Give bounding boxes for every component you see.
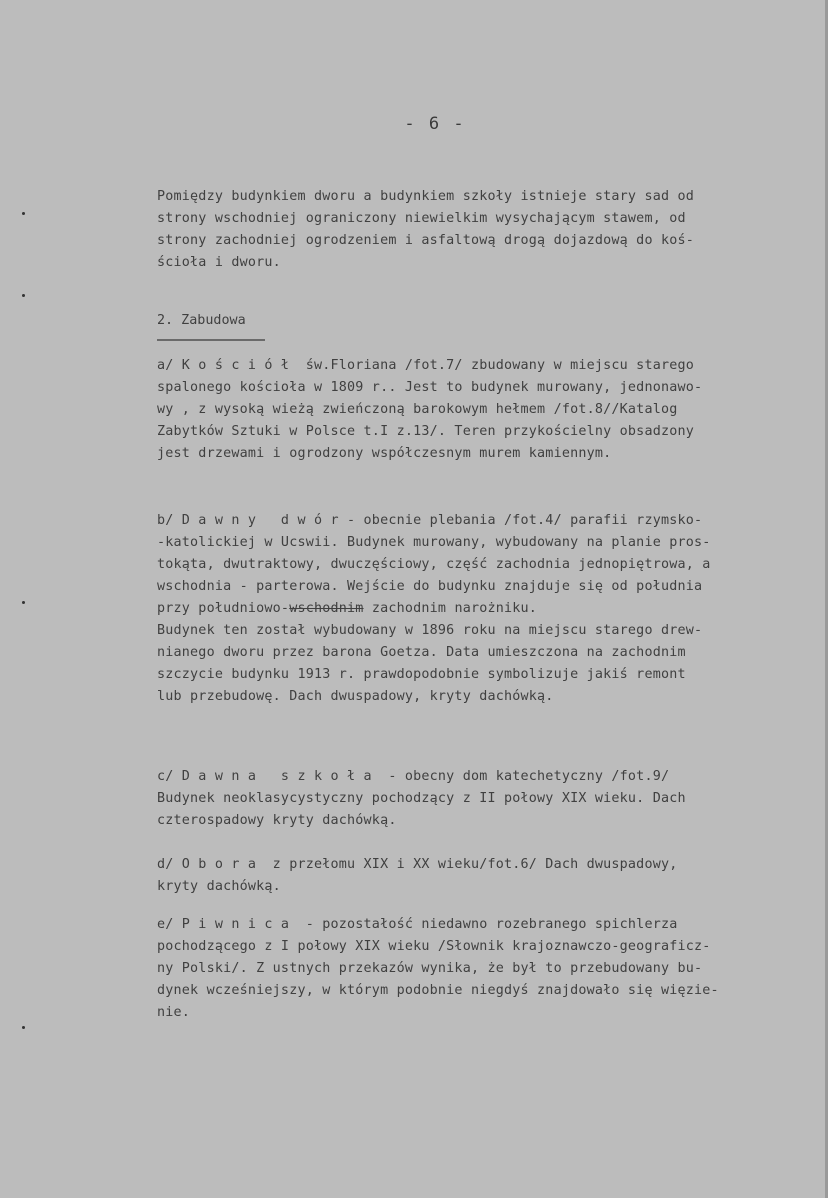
item-e-cellar: e/ P i w n i c a - pozostałość niedawno rozebranego spichlerza pochodzącego z I połowy XIX wieku /Słownik krajoznawczo-geograficz- ny Polski/. Z ustnych przekazów wynika, że był to przebudowany bu- dynek wcześniejszy, w którym podobnie niegdyś znajdowało się więzie- nie. (157, 917, 719, 1020)
margin-mark (22, 601, 25, 604)
margin-mark (22, 1026, 25, 1029)
item-b-manor (157, 510, 807, 708)
item-c-school: c/ D a w n a s z k o ł a - obecny dom katechetyczny /fot.9/ Budynek neoklasycystyczny pochodzący z II połowy XIX wieku. Dach czterospadowy kryty dachówką. (157, 769, 686, 828)
paragraph-intro: Pomiędzy budynkiem dworu a budynkiem szkoły istnieje stary sad od strony wschodniej ograniczony niewielkim wysychającym stawem, od strony zachodniej ogrodzeniem i asfaltową drogą dojazdową do koś- ścioła i dworu. (157, 189, 695, 270)
item-a-church: a/ K o ś c i ó ł św.Floriana /fot.7/ zbudowany w miejscu starego spalonego kościoła w 1809 r.. Jest to budynek murowany, jednonawo- wy , z wysoką wieżą zwieńczoną barokowym hełmem /fot.8//Katalog Zabytków Sztuki w Polsce t.I z.13/. Teren przykościelny obsadzony jest drzewami i ogrodzony współczesnym murem kamiennym. (157, 358, 703, 461)
page-number: - 6 - (404, 114, 466, 134)
item-b-struck-word: wschodnim (289, 601, 364, 616)
margin-mark (22, 294, 25, 297)
heading-underline (157, 339, 265, 341)
item-d-barn: d/ O b o r a z przełomu XIX i XX wieku/fot.6/ Dach dwuspadowy, kryty dachówką. (157, 857, 678, 894)
section-heading: 2. Zabudowa (157, 313, 246, 328)
item-b-text-2: zachodnim narożniku. Budynek ten został wybudowany w 1896 roku na miejscu starego drew- nianego dworu przez barona Goetza. Data umieszczona na zachodnim szczycie budynku 1913 r. prawdopodobnie symbolizuje jakiś remont lub przebudowę. Dach dwuspadowy, kryty dachówką. (157, 601, 703, 704)
item-b-text-1: b/ D a w n y d w ó r - obecnie plebania /fot.4/ parafii rzymsko- -katolickiej w Ucswii. Budynek murowany, wybudowany na planie pros- tokąta, dwutraktowy, dwuczęściowy, część zachodnia jednopiętrowa, a wschodnia - parterowa. Wejście do budynku znajduje się od południa przy południowo- (157, 513, 711, 616)
margin-mark (22, 212, 25, 215)
